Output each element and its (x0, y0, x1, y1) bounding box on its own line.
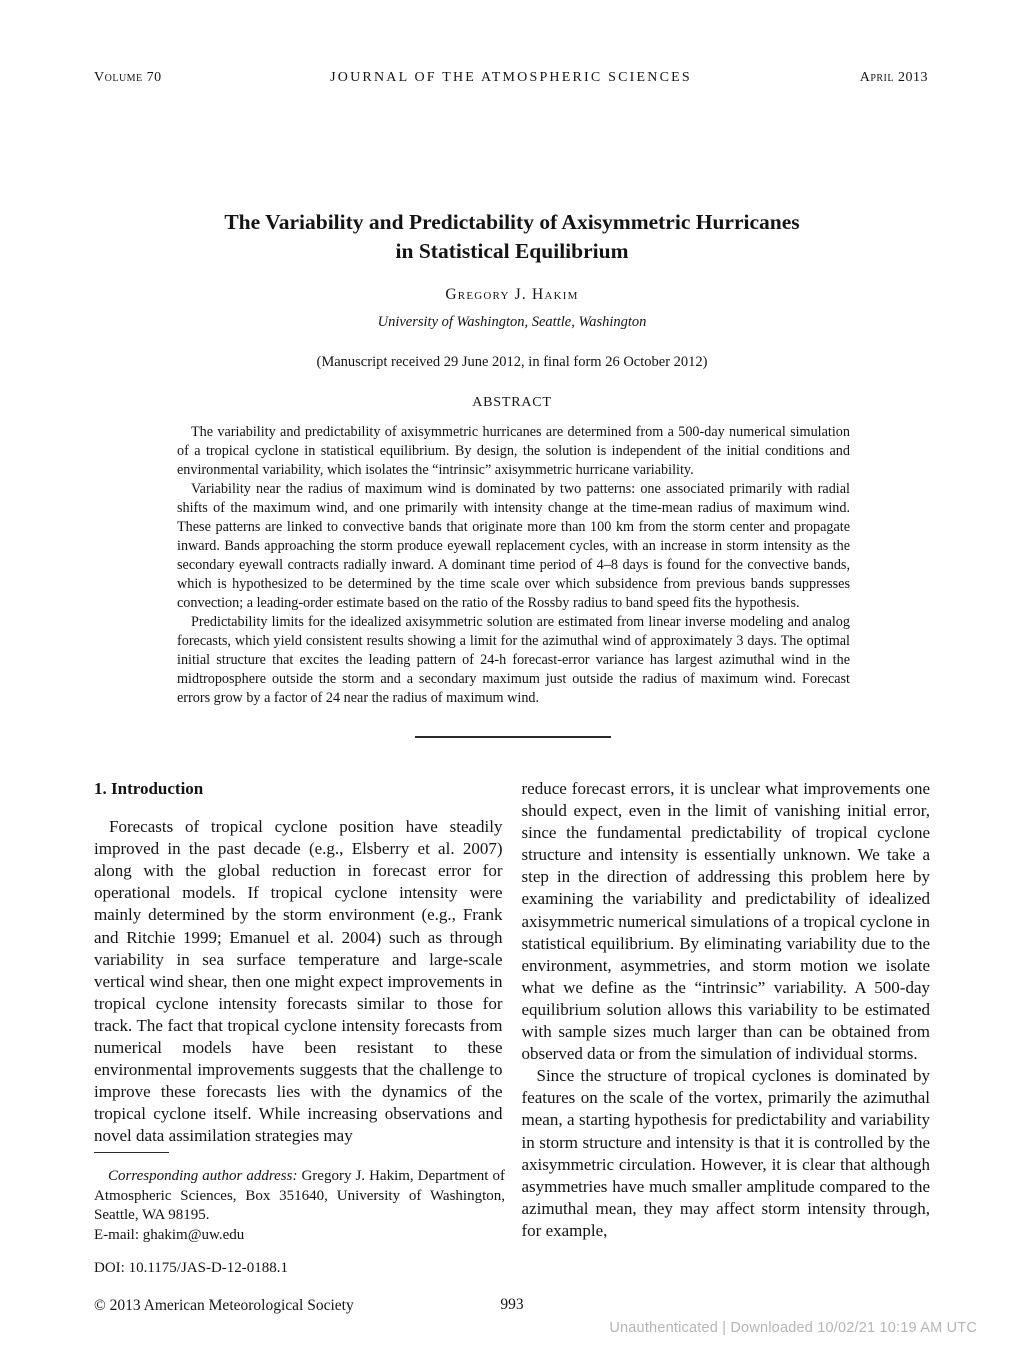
column-right (522, 778, 931, 1242)
article-title (94, 208, 930, 266)
title-line-2: in Statistical Equilibrium (395, 239, 629, 263)
author-name: Gregory J. Hakim (445, 286, 579, 303)
manuscript-note: (Manuscript received 29 June 2012, in final form 26 October 2012) (316, 354, 708, 370)
abstract-paragraph-2: Variability near the radius of maximum wind is dominated by two patterns: one associated primarily with radial shifts of the maximum wind, and one primarily with intensity change at the time-mean radius of maximum wind. These patterns are linked to convective bands that originate more than 100 km from the storm center and propagate inward. Bands approaching the storm produce eyewall replacement cycles, with an increase in storm intensity as the secondary eyewall contracts radially inward. A dominant time period of 4–8 days is found for the convective bands, which is hypothesized to be determined by the time scale over which subsidence from previous bands suppresses convection; a leading-order estimate based on the ratio of the Rossby radius to band speed fits the hypothesis. (177, 481, 850, 611)
intro-section-heading: 1. Introduction (94, 779, 204, 798)
corresponding-author-label: Corresponding author address: (108, 1168, 298, 1184)
corresponding-author-note (94, 1167, 505, 1226)
intro-paragraph-right-continuation: reduce forecast errors, it is unclear what improvements one should expect, even in the limit of vanishing initial error, since the fundamental predictability of tropical cyclone structure and intensity is essentially unknown. We take a step in the direction of addressing this problem here by examining the variability and predictability of idealized axisymmetric numerical simulations of a tropical cyclone in statistical equilibrium. By eliminating variability due to the environment, asymmetries, and storm motion we isolate what we define as the “intrinsic” variability. A 500-day equilibrium solution allows this variability to be estimated with sample sizes much larger than can be obtained from observed data or from the simulation of individual storms. (521, 779, 930, 1064)
running-head (94, 70, 928, 90)
abstract-paragraph-1: The variability and predictability of axisymmetric hurricanes are determined from a 500-day numerical simulation of a tropical cyclone in statistical equilibrium. By design, the solution is independent of the initial conditions and environmental variability, which isolates the “intrinsic” axisymmetric hurricane variability. (177, 424, 850, 478)
volume-label: Volume 70 (94, 70, 162, 85)
abstract-divider (415, 736, 611, 738)
email-line: E-mail: ghakim@uw.edu (94, 1226, 245, 1243)
abstract-paragraph-3: Predictability limits for the idealized axisymmetric solution are estimated from linear inverse modeling and analog forecasts, which yield consistent results showing a limit for the azimuthal wind of approximately 3 days. The optimal initial structure that excites the leading pattern of 24-h forecast-error variance has largest azimuthal wind in the midtroposphere outside the storm and a secondary maximum just outside the radius of maximum wind. Forecast errors grow by a factor of 24 near the radius of maximum wind. (177, 614, 850, 706)
doi-line: DOI: 10.1175/JAS-D-12-0188.1 (94, 1260, 289, 1276)
corresponding-author-address: Gregory J. Hakim, Department of Atmospheric Sciences, Box 351640, University of Washington, Seattle, WA 98195. (94, 1168, 505, 1223)
abstract-heading: ABSTRACT (472, 395, 552, 410)
footnote-block (94, 1152, 505, 1279)
author-affiliation: University of Washington, Seattle, Washington (377, 314, 647, 330)
abstract-body (177, 423, 850, 708)
issue-date: April 2013 (859, 70, 928, 85)
journal-name: JOURNAL OF THE ATMOSPHERIC SCIENCES (330, 70, 692, 85)
intro-paragraph-left: Forecasts of tropical cyclone position have steadily improved in the past decade (e.g., Elsberry et al. 2007) along with the global reduction in forecast error for operational models. If tropical cyclone intensity were mainly determined by the storm environment (e.g., Frank and Ritchie 1999; Emanuel et al. 2004) such as through variability in sea surface temperature and large-scale vertical wind shear, then one might expect improvements in tropical cyclone intensity forecasts similar to those for track. The fact that tropical cyclone intensity forecasts from numerical models have been resistant to these environmental improvements suggests that the challenge to improve these forecasts lies with the dynamics of the tropical cyclone itself. While increasing observations and novel data assimilation strategies may (94, 817, 503, 1146)
copyright-notice: © 2013 American Meteorological Society (94, 1297, 354, 1314)
intro-paragraph-right-2: Since the structure of tropical cyclones is dominated by features on the scale of the vortex, primarily the azimuthal mean, a starting hypothesis for predictability and variability in storm structure and intensity is that it is controlled by the axisymmetric circulation. However, it is clear that although asymmetries have much smaller amplitude compared to the azimuthal mean, they may affect storm intensity through, for example, (521, 1066, 930, 1240)
page-number: 993 (500, 1296, 524, 1313)
title-line-1: The Variability and Predictability of Axisymmetric Hurricanes (224, 210, 800, 234)
footnote-divider (94, 1152, 169, 1153)
download-watermark: Unauthenticated | Downloaded 10/02/21 10:19 AM UTC (609, 1320, 977, 1336)
